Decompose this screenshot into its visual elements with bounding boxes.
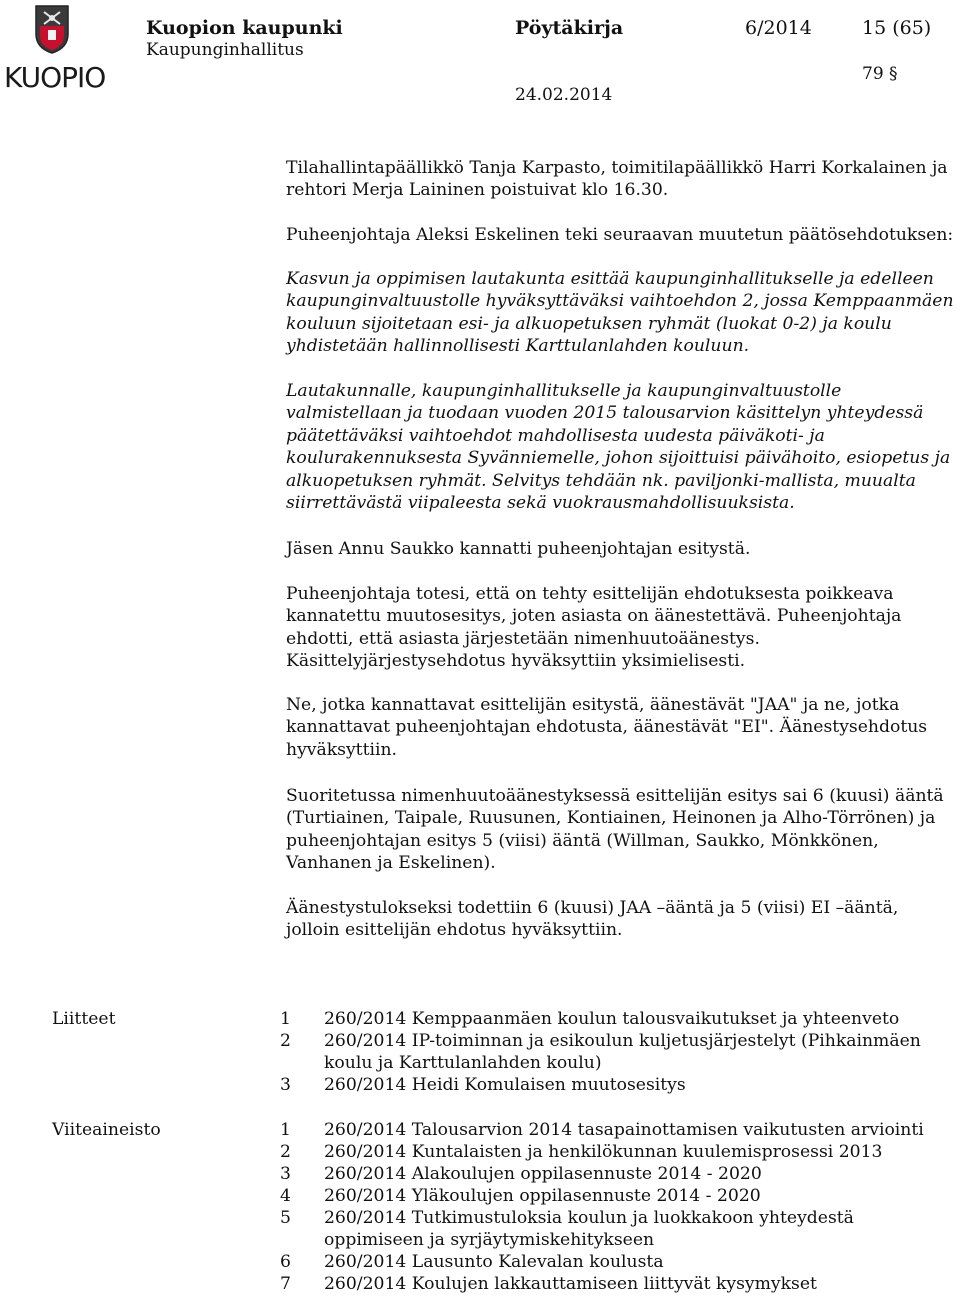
attachments-section (52, 1008, 952, 1098)
paragraph-1: Tilahallintapäällikkö Tanja Karpasto, toimitilapäällikkö Harri Korkalainen ja rehtori Merja Laininen poistuivat klo 16.30. (286, 158, 948, 201)
reference-title: 260/2014 Tutkimustuloksia koulun ja luokkakoon yhteydestä oppimiseen ja syrjäytymiskehitykseen (324, 1208, 854, 1251)
reference-number: 4 (280, 1186, 291, 1206)
attachment-title: 260/2014 Heidi Komulaisen muutosesitys (324, 1075, 686, 1095)
page-number: 15 (65) (862, 17, 932, 39)
attachments-label: Liitteet (52, 1009, 116, 1029)
paragraph-5: Jäsen Annu Saukko kannatti puheenjohtajan esitystä. (286, 539, 751, 559)
department-name: Kaupunginhallitus (146, 40, 304, 60)
reference-number: 3 (280, 1164, 291, 1184)
reference-number: 5 (280, 1208, 291, 1228)
kuopio-logo (4, 4, 106, 96)
section-number: 79 § (862, 64, 898, 84)
document-type: Pöytäkirja (515, 17, 624, 39)
reference-number: 7 (280, 1274, 291, 1294)
meeting-number: 6/2014 (745, 17, 812, 39)
paragraph-8: Suoritetussa nimenhuutoäänestyksessä esittelijän esitys sai 6 (kuusi) ääntä (Turtiainen, Taipale, Ruusunen, Kontiainen, Heinonen ja Alho-Törrönen) ja puheenjohtajan esitys 5 (viisi) ääntä (Willman, Saukko, Mönkkönen, Vanhanen ja Eskelinen). (286, 786, 944, 874)
reference-title: 260/2014 Talousarvion 2014 tasapainottamisen vaikutusten arviointi (324, 1120, 924, 1140)
paragraph-2: Puheenjohtaja Aleksi Eskelinen teki seuraavan muutetun päätösehdotuksen: (286, 225, 954, 245)
references-label: Viiteaineisto (52, 1120, 161, 1140)
organization-name: Kuopion kaupunki (146, 17, 343, 39)
logo-wordmark: KUOPIO (4, 61, 106, 94)
paragraph-3-proposal: Kasvun ja oppimisen lautakunta esittää kaupunginhallitukselle ja edelleen kaupunginvaltuustolle hyväksyttäväksi vaihtoehdon 2, jossa Kemppaanmäen kouluun sijoitetaan esi- ja alkuopetuksen ryhmät (luokat 0-2) ja koulu yhdistetään hallinnollisesti Karttulanlahden kouluun. (286, 269, 954, 357)
reference-title: 260/2014 Koulujen lakkauttamiseen liittyvät kysymykset (324, 1274, 817, 1294)
attachment-number: 1 (280, 1009, 291, 1029)
coat-of-arms-icon (34, 4, 70, 54)
references-section (52, 1119, 952, 1299)
attachment-title: 260/2014 IP-toiminnan ja esikoulun kuljetusjärjestelyt (Pihkainmäen koulu ja Karttulanlahden koulu) (324, 1031, 921, 1074)
reference-number: 6 (280, 1252, 291, 1272)
attachment-number: 3 (280, 1075, 291, 1095)
reference-title: 260/2014 Yläkoulujen oppilasennuste 2014 - 2020 (324, 1186, 761, 1206)
paragraph-6: Puheenjohtaja totesi, että on tehty esittelijän ehdotuksesta poikkeava kannatettu muutosesitys, joten asiasta on äänestettävä. Puheenjohtaja ehdotti, että asiasta järjestetään nimenhuutoäänestys. Käsittelyjärjestysehdotus hyväksyttiin yksimielisesti. (286, 584, 902, 672)
reference-title: 260/2014 Alakoulujen oppilasennuste 2014 - 2020 (324, 1164, 762, 1184)
reference-number: 1 (280, 1120, 291, 1140)
paragraph-7: Ne, jotka kannattavat esittelijän esitystä, äänestävät "JAA" ja ne, jotka kannattavat puheenjohtajan ehdotusta, äänestävät "EI". Äänestysehdotus hyväksyttiin. (286, 695, 928, 760)
attachment-number: 2 (280, 1031, 291, 1051)
attachment-title: 260/2014 Kemppaanmäen koulun talousvaikutukset ja yhteenveto (324, 1009, 900, 1029)
paragraph-9: Äänestystulokseksi todettiin 6 (kuusi) JAA –ääntä ja 5 (viisi) EI –ääntä, jolloin esittelijän ehdotus hyväksyttiin. (286, 898, 899, 941)
paragraph-4-proposal: Lautakunnalle, kaupunginhallitukselle ja kaupunginvaltuustolle valmistellaan ja tuodaan vuoden 2015 talousarvion käsittelyn yhteydessä päätettäväksi vaihtoehdot mahdollisesta uudesta päiväkoti- ja koulurakennuksesta Syvänniemelle, johon sijoittuisi päivähoito, esiopetus ja alkuopetuksen ryhmät. Selvitys tehdään nk. paviljonki-mallista, muualta siirrettävästä viipaleesta sekä vuokrausmahdollisuuksista. (286, 381, 951, 514)
reference-number: 2 (280, 1142, 291, 1162)
reference-title: 260/2014 Lausunto Kalevalan koulusta (324, 1252, 664, 1272)
reference-title: 260/2014 Kuntalaisten ja henkilökunnan kuulemisprosessi 2013 (324, 1142, 883, 1162)
meeting-date: 24.02.2014 (515, 85, 613, 105)
